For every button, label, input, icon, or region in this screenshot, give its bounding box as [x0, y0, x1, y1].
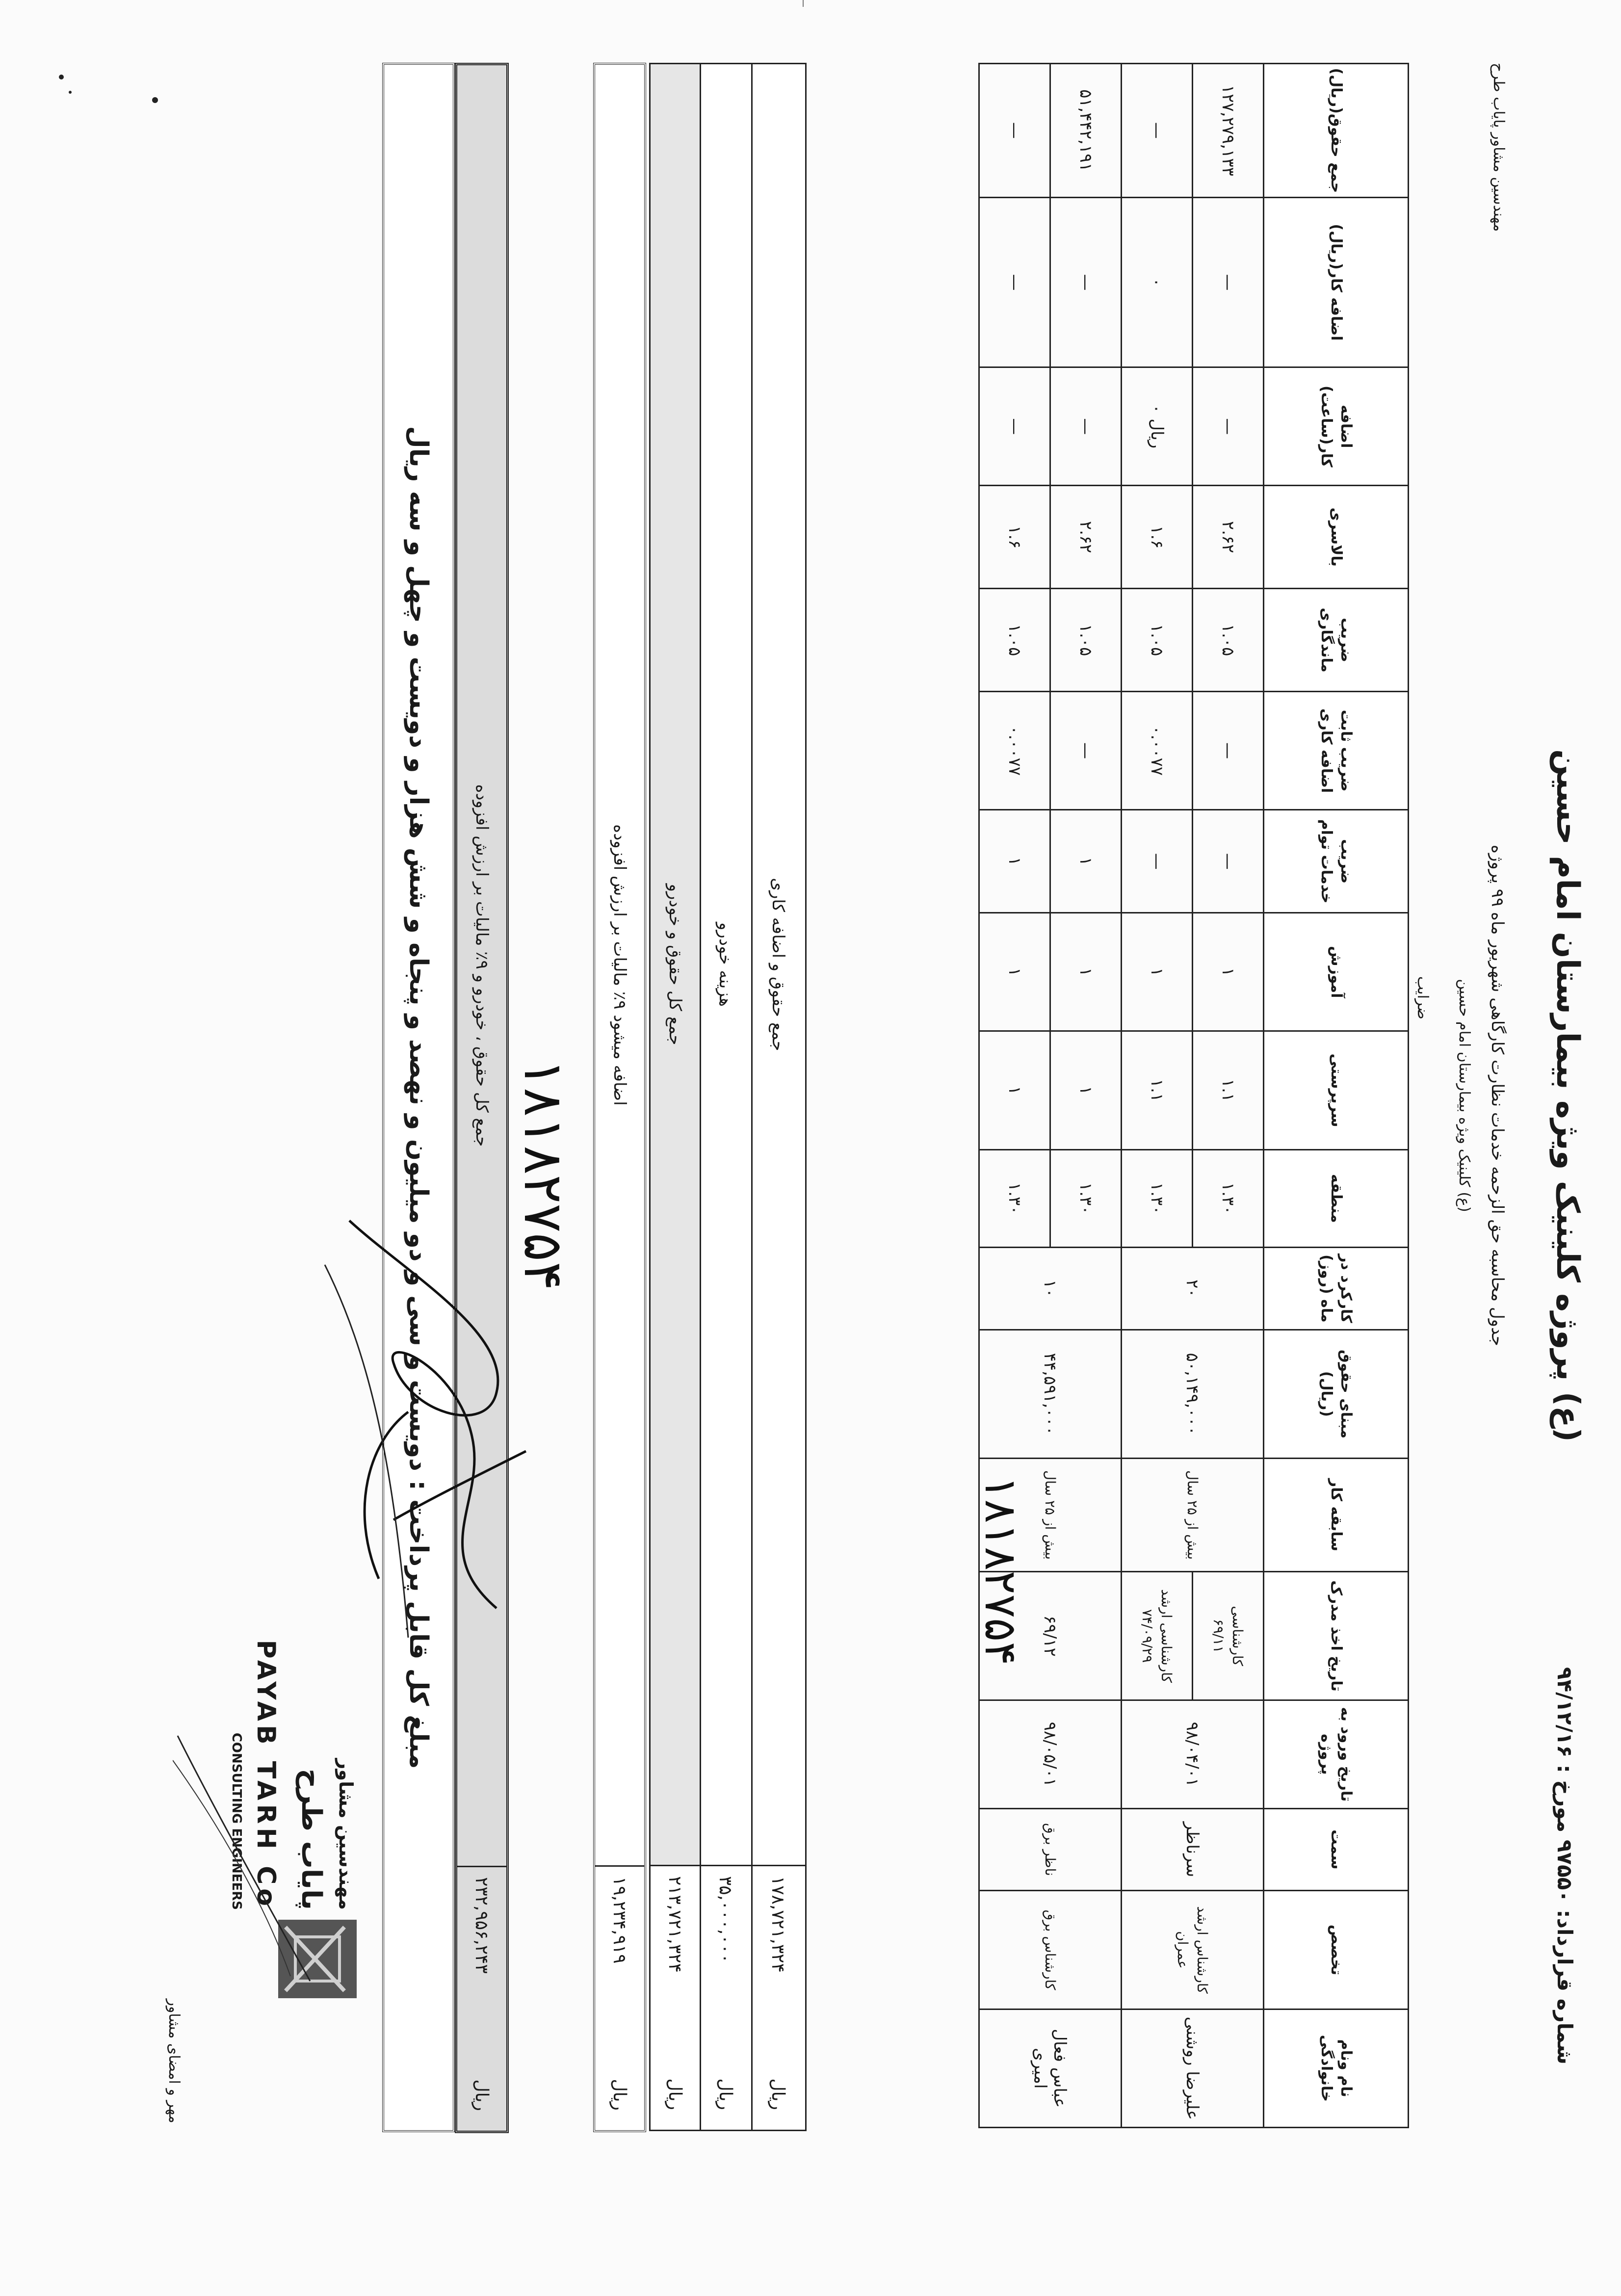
person1-degree-1-label: کارشناسی	[1229, 1606, 1246, 1666]
grand-total-label: جمع کل حقوق ، خودرو و ۹٪ مالیات بر ارزش افزوده	[472, 784, 492, 1147]
summary-unit: ریال	[609, 2079, 630, 2111]
person1-overhead-a: ۲.۶۲	[1193, 486, 1264, 589]
person1-experience: بیش از ۲۵ سال	[1122, 1459, 1264, 1572]
person2-combined-a: ۱	[1050, 810, 1122, 913]
rotated-sheet	[143, 53, 1595, 2138]
grand-total-value: ۲۳۲,۹۵۶,۲۴۳	[471, 1877, 492, 1974]
summary-salary-overtime	[750, 63, 807, 2131]
main-title: (ع) پروژه کلینیک ویژه بیمارستان امام حسین	[1549, 749, 1586, 1442]
person1-degree-2-date: ۷۴/۰۹/۲۹	[1139, 1609, 1155, 1663]
person2-combined-b: ۱	[979, 810, 1050, 913]
person1-retention-b: ۱.۰۵	[1122, 589, 1193, 692]
person2-overhead-a: ۲.۶۲	[1050, 486, 1122, 589]
header-ot-rial: اضافه کار(ریال)	[1264, 197, 1409, 367]
consultant-seal-label: مهر و امضای مشاور	[165, 1999, 183, 2123]
stamp-signature-stroke	[173, 1731, 320, 1986]
stamp-firm-en-1: PAYAB TARH Co	[251, 1640, 281, 1910]
person2-role: ناظر برق	[979, 1808, 1122, 1891]
amount-in-words: مبلغ کل قابل پرداخت : دویست و سی و دو میلیون و نهصد و پنجاه و شش هزار و دویست و چهل و سه ریال	[382, 63, 455, 2132]
salary-table	[978, 63, 1409, 2128]
person1-degree-1-date: ۶۹/۱۱	[1210, 1618, 1227, 1653]
person2-degree-date: ۶۹/۱۲	[979, 1571, 1122, 1700]
header-fixed-ot-factor: ضریب ثابت اضافه کاری	[1264, 691, 1409, 809]
header-base-salary: مبنای حقوق (ریال)	[1264, 1330, 1409, 1458]
summary-amount	[651, 1865, 700, 2120]
person1-ot-rial-a: —	[1193, 197, 1264, 367]
person1-degree-1	[1193, 1571, 1264, 1700]
person1-supervision-a: ۱.۱	[1193, 1031, 1264, 1149]
person1-combined-a: —	[1193, 810, 1264, 913]
header-degree-date: تاریخ اخذ مدرک	[1264, 1571, 1409, 1700]
summary-label: جمع حقوق و اضافه کاری	[768, 878, 788, 1051]
header-experience: سابقه کار	[1264, 1459, 1409, 1572]
person1-base-salary: ۵۰,۱۴۹,۰۰۰	[1122, 1330, 1264, 1458]
summary-label: هزینه خودرو	[715, 922, 735, 1007]
grand-total-row	[455, 63, 509, 2133]
header-supervision: سرپرستی	[1264, 1031, 1409, 1149]
person1-retention-a: ۱.۰۵	[1193, 589, 1264, 692]
table-row	[1050, 64, 1122, 2128]
summary-unit: ریال	[715, 2078, 735, 2110]
person1-name: علیرضا روشنی	[1122, 2009, 1264, 2127]
person2-entry-date: ۹۸/۰۵/۰۱	[979, 1700, 1122, 1808]
person2-retention-a: ۱.۰۵	[1050, 589, 1122, 692]
handwritten-figure-2: ۱۸۱۸۲۷۵۴	[512, 1059, 575, 1291]
table-row	[1193, 64, 1264, 2128]
factors-label: ضرایب	[1414, 976, 1431, 1019]
person1-region-b: ۱.۳۰	[1122, 1149, 1193, 1247]
scan-speck	[59, 75, 64, 79]
person2-work-days: ۱۰	[979, 1248, 1122, 1330]
person1-supervision-b: ۱.۱	[1122, 1031, 1193, 1149]
person1-ot-rial-b: ۰	[1122, 197, 1193, 367]
header-work-days: کارکرد در ماه (روز)	[1264, 1248, 1409, 1330]
stamp-firm-fa-2: پایاب طرح	[295, 1769, 327, 1910]
person2-supervision-a: ۱	[1050, 1031, 1122, 1149]
header-combined-factor: ضریب خدمات توام	[1264, 810, 1409, 913]
grand-total-unit: ریال	[471, 2079, 492, 2111]
summary-amount	[700, 1865, 751, 2120]
contract-line: شماره قرارداد: ۹۷۵۵۰ مورخ : ۹۴/۱۲/۱۶	[1553, 1667, 1577, 2064]
summary-value: ۱۷۸,۷۲۱,۳۲۴	[768, 1876, 788, 1973]
sub-title: جدول محاسبه حق الزحمه خدمات نظارت کارگاهی شهریور ماه ۹۹ پروژه	[1488, 845, 1507, 1346]
table-header-row	[1264, 64, 1409, 2128]
person1-fixed-ot-b: ۰.۰۰۷۷	[1122, 691, 1193, 809]
person2-overhead-b: ۱.۶	[979, 486, 1050, 589]
person2-ot-rial-b: —	[979, 197, 1050, 367]
scan-edge-mark	[803, 0, 804, 7]
person1-work-days: ۲۰	[1122, 1248, 1264, 1330]
person1-training-a: ۱	[1193, 913, 1264, 1031]
person1-ot-hours-b: ریال ۰	[1122, 367, 1193, 486]
person1-training-b: ۱	[1122, 913, 1193, 1031]
person1-region-a: ۱.۳۰	[1193, 1149, 1264, 1247]
person1-overhead-b: ۱.۶	[1122, 486, 1193, 589]
stamp-firm-fa-1: مهندسین مشاور	[335, 1758, 357, 1910]
summary-vehicle-cost	[698, 63, 753, 2131]
clinic-line: (ع) کلینیک ویژه بیمارستان امام حسین	[1456, 979, 1473, 1212]
person2-specialty: کارشناس برق	[979, 1891, 1122, 2009]
summary-label: اضافه میشود ۹٪ مالیات بر ارزش افزوده	[610, 824, 629, 1106]
person2-ot-hours-a: —	[1050, 367, 1122, 486]
signature-scribble	[310, 1206, 555, 1647]
person2-retention-b: ۱.۰۵	[979, 589, 1050, 692]
person2-fixed-ot-a: —	[1050, 691, 1122, 809]
person1-ot-hours-a: —	[1193, 367, 1264, 486]
summary-vat	[593, 63, 646, 2132]
person1-role: سرناظر	[1122, 1808, 1264, 1891]
person2-ot-hours-b: —	[979, 367, 1050, 486]
summary-unit: ریال	[665, 2078, 685, 2110]
person2-supervision-b: ۱	[979, 1031, 1050, 1149]
header-overhead: بالاسری	[1264, 486, 1409, 589]
stamp-firm-en-2: CONSULTING ENGINEERS	[229, 1732, 244, 1910]
header-total-salary: جمع حقوق(ریال)	[1264, 64, 1409, 198]
summary-amount	[595, 1865, 644, 2120]
header-retention-factor: ضریب ماندگاری	[1264, 589, 1409, 692]
summary-amount	[751, 1865, 805, 2120]
person1-combined-b: —	[1122, 810, 1193, 913]
person1-specialty: کارشناس ارشد عمران	[1122, 1891, 1264, 2009]
engineer-name-top: مهندسین مشاور پایاب طرح	[1490, 63, 1507, 232]
header-entry-date: تاریخ ورود به پروژه	[1264, 1700, 1409, 1808]
consultant-stamp	[173, 1640, 379, 2006]
summary-unit: ریال	[768, 2078, 788, 2110]
person1-fixed-ot-a: —	[1193, 691, 1264, 809]
person2-region-a: ۱.۳۰	[1050, 1149, 1122, 1247]
person2-name: عباس فعال امیری	[979, 2009, 1122, 2127]
summary-value: ۱۹,۲۳۴,۹۱۹	[609, 1877, 630, 1964]
summary-salary-vehicle-total	[649, 63, 701, 2131]
handwritten-figure-1: ۱۸۱۸۲۷۵۴	[975, 1476, 1026, 1666]
grand-total-amount	[457, 1866, 506, 2121]
header-training: آموزش	[1264, 913, 1409, 1031]
person2-training-a: ۱	[1050, 913, 1122, 1031]
person2-total-b: —	[979, 64, 1050, 198]
summary-label: جمع کل حقوق و خودرو	[651, 64, 700, 1865]
header-role: سمت	[1264, 1808, 1409, 1891]
person1-total-b: —	[1122, 64, 1193, 198]
summary-value: ۳۵,۰۰۰,۰۰۰	[715, 1876, 735, 1963]
person2-experience: بیش از ۲۵ سال	[979, 1459, 1122, 1572]
header-region: منطقه	[1264, 1149, 1409, 1247]
scan-speck	[69, 91, 72, 94]
person2-fixed-ot-b: ۰.۰۰۷۷	[979, 691, 1050, 809]
header-specialty: تخصص	[1264, 1891, 1409, 2009]
person1-entry-date: ۹۸/۰۴/۰۱	[1122, 1700, 1264, 1808]
person2-base-salary: ۴۴,۵۹۱,۰۰۰	[979, 1330, 1122, 1458]
person1-total-a: ۱۲۷,۲۷۹,۱۳۳	[1193, 64, 1264, 198]
person2-total-a: ۵۱,۴۴۲,۱۹۱	[1050, 64, 1122, 198]
person2-training-b: ۱	[979, 913, 1050, 1031]
person2-region-b: ۱.۳۰	[979, 1149, 1050, 1247]
header-ot-hours: اضافه کار(ساعت)	[1264, 367, 1409, 486]
person2-ot-rial-a: —	[1050, 197, 1122, 367]
person1-degree-2	[1122, 1571, 1193, 1700]
header-name: نام ونام خانوادگی	[1264, 2009, 1409, 2127]
summary-value: ۲۱۳,۷۲۱,۳۲۴	[665, 1876, 685, 1973]
person1-degree-2-label: کارشناسی ارشد	[1158, 1589, 1175, 1683]
